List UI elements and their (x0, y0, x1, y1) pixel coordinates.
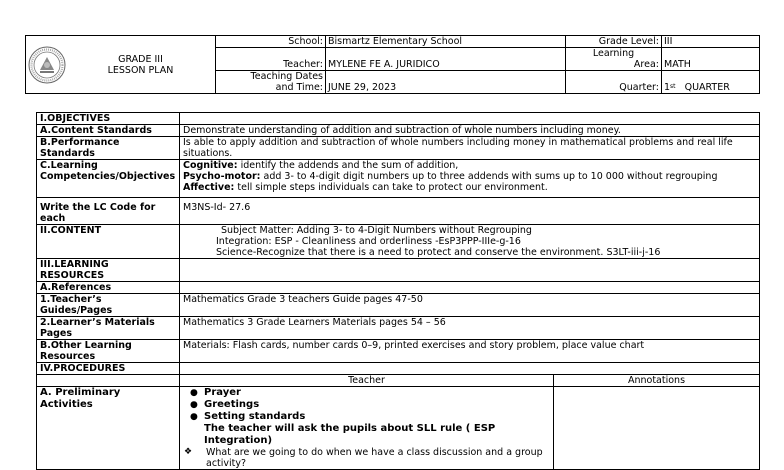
quarter-label: Quarter: (566, 71, 662, 94)
learning-area-value: MATH (662, 48, 760, 71)
quarter-suffix: st (670, 83, 676, 90)
discussion-question: What are we going to do when we have a class discussion and a group activity? (206, 447, 543, 469)
annotations-column-header: Annotations (554, 375, 760, 387)
other-resources-value: Materials: Flash cards, number cards 0–9, printed exercises and story problem, place value chart (180, 340, 760, 363)
content-heading: II.CONTENT (37, 225, 180, 259)
psychomotor-text: add 3- to 4-digit digit numbers up to three addends with sums up to 10 000 without regrouping (260, 171, 718, 182)
teachers-guide-label: 1.Teacher’s Guides/Pages (37, 294, 180, 317)
empty-cell (180, 282, 760, 294)
list-item: ● Setting standards (204, 411, 550, 423)
empty-cell (180, 363, 760, 375)
lc-code-label: Write the LC Code for each (37, 198, 180, 225)
references-heading: A.References (37, 282, 180, 294)
empty-cell (180, 113, 760, 125)
deped-seal-icon (28, 46, 66, 84)
content-standards-value: Demonstrate understanding of addition and subtraction of whole numbers including money. (180, 125, 760, 137)
annotations-cell (554, 387, 760, 470)
empty-cell (180, 259, 760, 282)
teacher-label: Teacher: (216, 48, 326, 71)
learning-area-label-line1: Learning (592, 48, 635, 59)
teacher-value: MYLENE FE A. JURIDICO (326, 48, 566, 71)
content-standards-label: A.Content Standards (37, 125, 180, 137)
grade-level-label: Grade Level: (566, 36, 662, 48)
teaching-dates-label-line1: Teaching Dates (250, 71, 323, 82)
list-item: ● Greetings (204, 399, 550, 411)
cognitive-label: Cognitive: (183, 160, 238, 171)
other-resources-label: B.Other Learning Resources (37, 340, 180, 363)
procedures-heading: IV.PROCEDURES (37, 363, 180, 375)
quarter-number: 1 (664, 82, 671, 93)
school-label: School: (216, 36, 326, 48)
teaching-dates-label-line2: and Time: (275, 82, 323, 93)
list-item: ● Prayer (204, 387, 550, 399)
diamond-bullet-icon: ❖ (184, 447, 193, 457)
learning-area-label (566, 48, 662, 71)
title-cell (26, 36, 216, 94)
performance-standards-value: Is able to apply addition and subtraction of whole numbers including money in mathematical problems and real life situations. (180, 137, 760, 160)
content-value (180, 225, 760, 259)
competencies-value (180, 160, 760, 198)
performance-standards-label: B.Performance Standards (37, 137, 180, 160)
cognitive-text: identify the addends and the sum of addition, (237, 160, 459, 171)
quarter-word: QUARTER (684, 82, 730, 93)
psychomotor-label: Psycho-motor: (183, 171, 261, 182)
learning-area-label-line2: Area: (633, 59, 659, 70)
affective-label: Affective: (183, 182, 235, 193)
subject-matter: Subject Matter: Adding 3- to 4-Digit Numbers without Regrouping (221, 225, 532, 236)
header-table (25, 35, 760, 94)
science-integration: Science-Recognize that there is a need to protect and conserve the environment. S3LT-iii-j-16 (216, 247, 661, 258)
learners-materials-value: Mathematics 3 Grade Learners Materials pages 54 – 56 (180, 317, 760, 340)
teaching-dates-value: JUNE 29, 2023 (326, 71, 566, 94)
school-value: Bismartz Elementary School (326, 36, 566, 48)
competencies-label: C.Learning Competencies/Objectives (37, 160, 180, 198)
preliminary-activities-label: A. Preliminary Activities (37, 387, 180, 470)
affective-text: tell simple steps individuals can take to protect our environment. (234, 182, 548, 193)
sll-instruction: The teacher will ask the pupils about SLL rule ( ESP Integration) (204, 423, 496, 446)
teacher-column-header: Teacher (180, 375, 554, 387)
lc-code-value: M3NS-Id- 27.6 (180, 198, 760, 225)
grade-title: GRADE III (118, 53, 163, 65)
learning-resources-heading: III.LEARNING RESOURCES (37, 259, 180, 282)
preliminary-list (184, 387, 550, 423)
teaching-dates-label (216, 71, 326, 94)
teachers-guide-value: Mathematics Grade 3 teachers Guide pages 47-50 (180, 294, 760, 317)
lesson-plan-title: LESSON PLAN (107, 64, 174, 76)
objectives-heading: I.OBJECTIVES (37, 113, 180, 125)
learners-materials-label: 2.Learner’s Materials Pages (37, 317, 180, 340)
integration: Integration: ESP - Cleanliness and orderliness -EsP3PPP-IIIe-g-16 (216, 236, 521, 247)
lesson-table (36, 112, 760, 470)
empty-cell (37, 375, 180, 387)
grade-level-value: III (662, 36, 760, 48)
quarter-value (662, 71, 760, 94)
preliminary-activities-content (180, 387, 554, 470)
